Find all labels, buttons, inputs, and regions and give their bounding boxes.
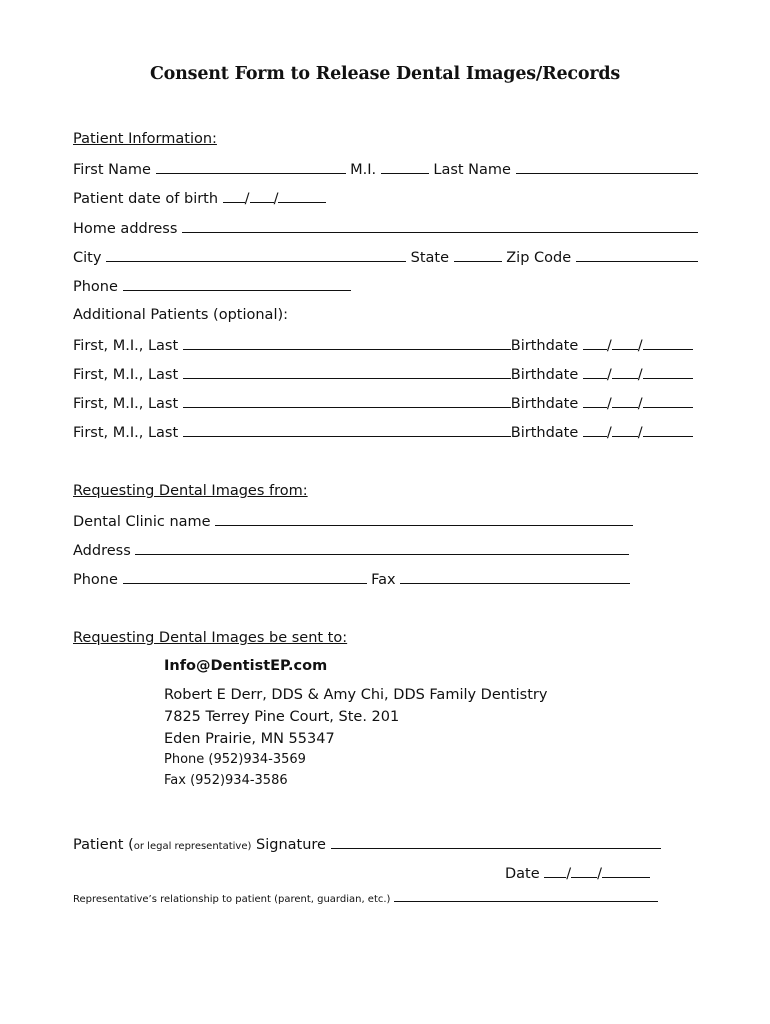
dob-day-field[interactable]: [250, 188, 274, 203]
phone-row: [73, 276, 351, 296]
signature-field[interactable]: [331, 834, 661, 849]
signature-label-small: or legal representative): [133, 841, 252, 852]
home-address-field[interactable]: [182, 218, 698, 233]
city-row: [73, 247, 698, 267]
additional-name-field[interactable]: [183, 422, 511, 437]
clinic-name-field[interactable]: [215, 511, 633, 526]
name-row: [73, 159, 698, 179]
date-separator: /: [597, 866, 603, 882]
requesting-from-heading: Requesting Dental Images from:: [73, 483, 308, 499]
signature-date-year-field[interactable]: [602, 863, 650, 878]
mi-label: M.I.: [350, 162, 377, 178]
recipient-street: 7825 Terrey Pine Court, Ste. 201: [164, 709, 400, 725]
city-field[interactable]: [106, 247, 406, 262]
date-separator: /: [606, 396, 612, 412]
recipient-practice: Robert E Derr, DDS & Amy Chi, DDS Family Dentistry: [164, 687, 548, 703]
last-name-field[interactable]: [516, 159, 698, 174]
additional-patient-row: [73, 393, 693, 413]
dob-separator: /: [273, 191, 279, 207]
date-separator: /: [606, 425, 612, 441]
birthdate-year-field[interactable]: [643, 422, 693, 437]
birthdate-month-field[interactable]: [583, 335, 607, 350]
additional-name-label: First, M.I., Last: [73, 396, 179, 412]
additional-patient-row: [73, 335, 693, 355]
dob-label: Patient date of birth: [73, 191, 219, 207]
state-field[interactable]: [454, 247, 502, 262]
relationship-row: [73, 891, 658, 909]
additional-name-field[interactable]: [183, 364, 511, 379]
birthdate-label: Birthdate: [510, 338, 579, 354]
signature-label-end: Signature: [251, 837, 326, 853]
signature-row: [73, 834, 661, 856]
city-label: City: [73, 250, 102, 266]
clinic-address-label: Address: [73, 543, 131, 559]
birthdate-year-field[interactable]: [643, 335, 693, 350]
additional-patient-row: [73, 364, 693, 384]
clinic-phone-row: [73, 569, 630, 589]
additional-name-label: First, M.I., Last: [73, 425, 179, 441]
dob-year-field[interactable]: [278, 188, 326, 203]
additional-name-label: First, M.I., Last: [73, 338, 179, 354]
recipient-phone: Phone (952)934-3569: [164, 752, 306, 767]
first-name-label: First Name: [73, 162, 151, 178]
signature-date-month-field[interactable]: [544, 863, 566, 878]
birthdate-day-field[interactable]: [612, 364, 638, 379]
dob-month-field[interactable]: [223, 188, 245, 203]
dob-separator: /: [244, 191, 250, 207]
date-separator: /: [606, 338, 612, 354]
clinic-phone-field[interactable]: [123, 569, 367, 584]
clinic-fax-label: Fax: [371, 572, 396, 588]
birthdate-year-field[interactable]: [643, 393, 693, 408]
signature-date-row: [505, 863, 650, 883]
recipient-email[interactable]: Info@DentistEP.com: [164, 658, 328, 674]
last-name-label: Last Name: [433, 162, 511, 178]
phone-label: Phone: [73, 279, 118, 295]
additional-name-field[interactable]: [183, 393, 511, 408]
additional-name-label: First, M.I., Last: [73, 367, 179, 383]
birthdate-day-field[interactable]: [612, 393, 638, 408]
birthdate-month-field[interactable]: [583, 422, 607, 437]
clinic-name-row: [73, 511, 633, 531]
sent-to-heading: Requesting Dental Images be sent to:: [73, 630, 348, 646]
patient-info-heading: Patient Information:: [73, 131, 217, 147]
additional-name-field[interactable]: [183, 335, 511, 350]
date-separator: /: [637, 396, 643, 412]
signature-label-start: Patient (: [73, 837, 134, 853]
dob-row: [73, 188, 326, 208]
first-name-field[interactable]: [156, 159, 346, 174]
date-separator: /: [606, 367, 612, 383]
mi-field[interactable]: [381, 159, 429, 174]
birthdate-day-field[interactable]: [612, 422, 638, 437]
form-title: Consent Form to Release Dental Images/Records: [149, 64, 621, 84]
home-address-label: Home address: [73, 221, 178, 237]
date-separator: /: [637, 338, 643, 354]
date-separator: /: [637, 367, 643, 383]
birthdate-label: Birthdate: [510, 396, 579, 412]
relationship-label: Representative’s relationship to patient (parent, guardian, etc.): [73, 894, 391, 905]
zip-field[interactable]: [576, 247, 698, 262]
additional-patients-heading: Additional Patients (optional):: [73, 307, 289, 323]
clinic-address-field[interactable]: [135, 540, 629, 555]
birthdate-month-field[interactable]: [583, 393, 607, 408]
clinic-name-label: Dental Clinic name: [73, 514, 211, 530]
signature-date-day-field[interactable]: [571, 863, 597, 878]
date-separator: /: [637, 425, 643, 441]
zip-label: Zip Code: [506, 250, 572, 266]
state-label: State: [410, 250, 450, 266]
phone-field[interactable]: [123, 276, 351, 291]
home-address-row: [73, 218, 698, 238]
clinic-phone-label: Phone: [73, 572, 118, 588]
birthdate-day-field[interactable]: [612, 335, 638, 350]
recipient-fax: Fax (952)934-3586: [164, 773, 288, 788]
date-separator: /: [566, 866, 572, 882]
recipient-city: Eden Prairie, MN 55347: [164, 731, 335, 747]
relationship-field[interactable]: [394, 891, 658, 902]
additional-patient-row: [73, 422, 693, 442]
clinic-fax-field[interactable]: [400, 569, 630, 584]
signature-date-label: Date: [505, 866, 540, 882]
birthdate-label: Birthdate: [510, 425, 579, 441]
birthdate-year-field[interactable]: [643, 364, 693, 379]
birthdate-month-field[interactable]: [583, 364, 607, 379]
clinic-address-row: [73, 540, 629, 560]
birthdate-label: Birthdate: [510, 367, 579, 383]
